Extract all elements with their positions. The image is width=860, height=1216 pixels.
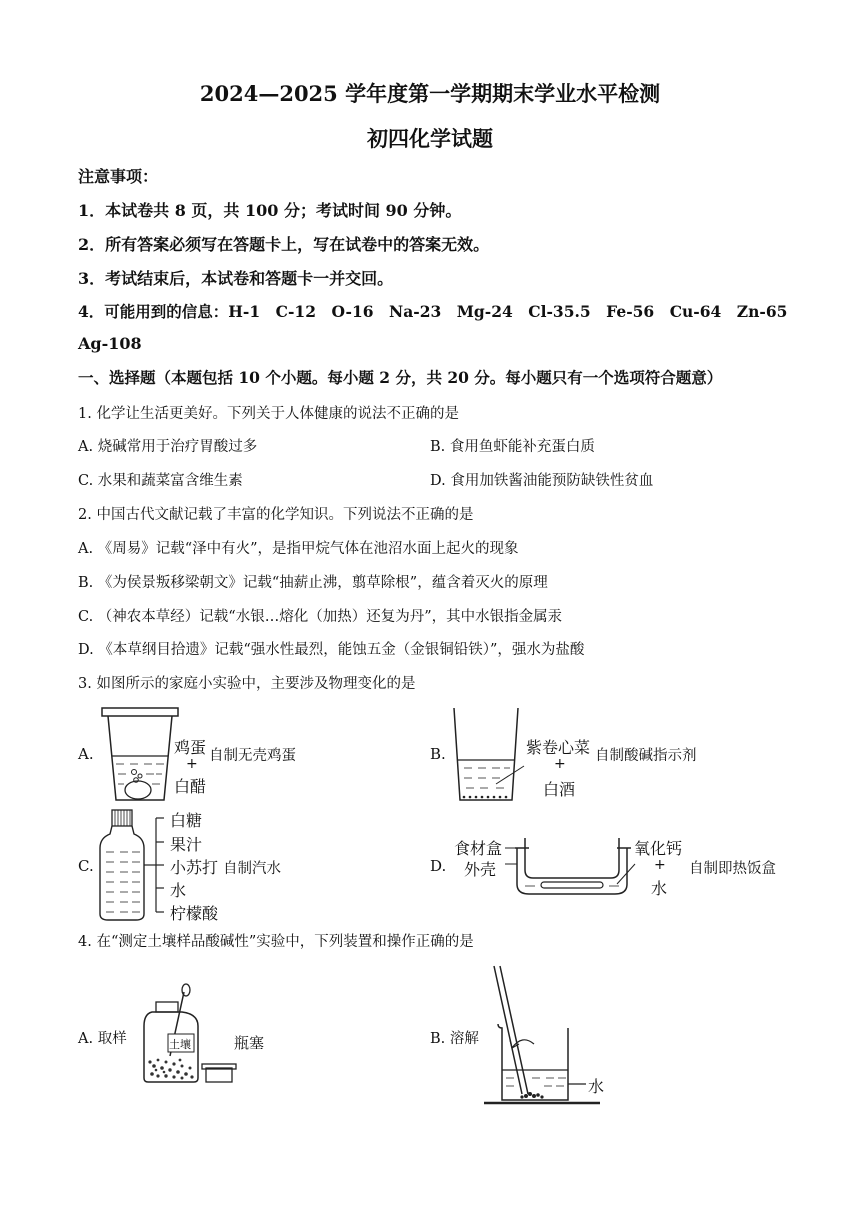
cabbage-label: 紫卷心菜 [526,738,591,757]
notice-heading: 注意事项： [78,167,159,186]
egg-vinegar-cup-diagram [100,704,180,804]
exam-title: 2024—2025 学年度第一学期期末学业水平检测 [199,81,661,106]
plus-sign: + [554,756,566,772]
option-a-letter: A. [78,745,94,763]
option-b: B. 《为侯景叛移梁朝文》记载“抽薪止沸，翦草除根”，蕴含着灭火的原理 [78,575,548,591]
question-stem: 2. 中国古代文献记载了丰富的化学知识。下列说法不正确的是 [78,507,474,523]
option-b-caption: 自制酸碱指示剂 [595,748,697,764]
question-stem: 1. 化学让生活更美好。下列关于人体健康的说法不正确的是 [78,406,459,422]
liquor-label: 白酒 [543,780,576,799]
option-c-caption: 自制汽水 [223,861,281,877]
option-d-caption: 自制即热饭盒 [689,861,776,877]
option-b-letter: B. [430,745,446,763]
ingredient-sugar: 白糖 [170,811,203,830]
option-c-letter: C. [78,857,94,875]
calcium-oxide-label: 氧化钙 [634,839,683,858]
water-label: 水 [588,1077,605,1096]
soda-bottle-diagram [98,808,168,922]
egg-label: 鸡蛋 [174,738,207,757]
outer-shell-label: 外壳 [464,860,497,879]
notice-item: 4．可能用到的信息：H-1 C-12 O-16 Na-23 Mg-24 Cl-35.5 Fe-56 Cu-64 Zn-65 [78,302,788,321]
notice-item-cont: Ag-108 [78,334,142,353]
question-stem: 3. 如图所示的家庭小实验中，主要涉及物理变化的是 [78,676,416,692]
cabbage-liquor-cup-diagram [452,704,532,804]
jar-label: 土壤 [169,1038,191,1051]
water-label: 水 [651,879,668,898]
option-a: A. 烧碱常用于治疗胃酸过多 [78,439,258,455]
vinegar-label: 白醋 [174,777,207,796]
section-heading: 一、选择题（本题包括 10 个小题。每小题 2 分，共 20 分。每小题只有一个选项符合题意） [78,368,723,387]
question-stem: 4. 在“测定土壤样品酸碱性”实验中，下列装置和操作正确的是 [78,934,474,950]
stopper-label: 瓶塞 [234,1034,265,1052]
option-d-letter: D. [430,857,447,875]
ingredient-citric-acid: 柠檬酸 [170,904,219,923]
plus-sign: + [186,756,198,772]
notice-item: 1．本试卷共 8 页，共 100 分；考试时间 90 分钟。 [78,201,462,220]
self-heating-box-diagram [505,834,645,896]
option-b-caption: B. 溶解 [430,1031,479,1047]
ingredient-baking-soda: 小苏打 [170,858,219,877]
option-a: A. 《周易》记载“泽中有火”，是指甲烷气体在池沼水面上起火的现象 [78,541,519,557]
ingredient-juice: 果汁 [170,835,203,854]
food-box-label: 食材盒 [454,839,503,858]
option-d: D. 《本草纲目拾遗》记载“强水性最烈，能蚀五金（金银铜铅铁）”，强水为盐酸 [78,642,585,658]
option-a-caption: A. 取样 [78,1031,127,1047]
option-d: D. 食用加铁酱油能预防缺铁性贫血 [430,473,654,489]
ingredient-water: 水 [170,881,187,900]
option-b: B. 食用鱼虾能补充蛋白质 [430,439,595,455]
plus-sign: + [654,857,666,873]
exam-subtitle: 初四化学试题 [367,126,493,151]
option-c: C. 水果和蔬菜富含维生素 [78,473,243,489]
notice-item: 2．所有答案必须写在答题卡上，写在试卷中的答案无效。 [78,235,490,254]
option-a-caption: 自制无壳鸡蛋 [209,748,296,764]
option-c: C. （神农本草经）记载“水银…熔化（加热）还复为丹”，其中水银指金属汞 [78,609,563,625]
notice-item: 3．考试结束后，本试卷和答题卡一并交回。 [78,269,394,288]
